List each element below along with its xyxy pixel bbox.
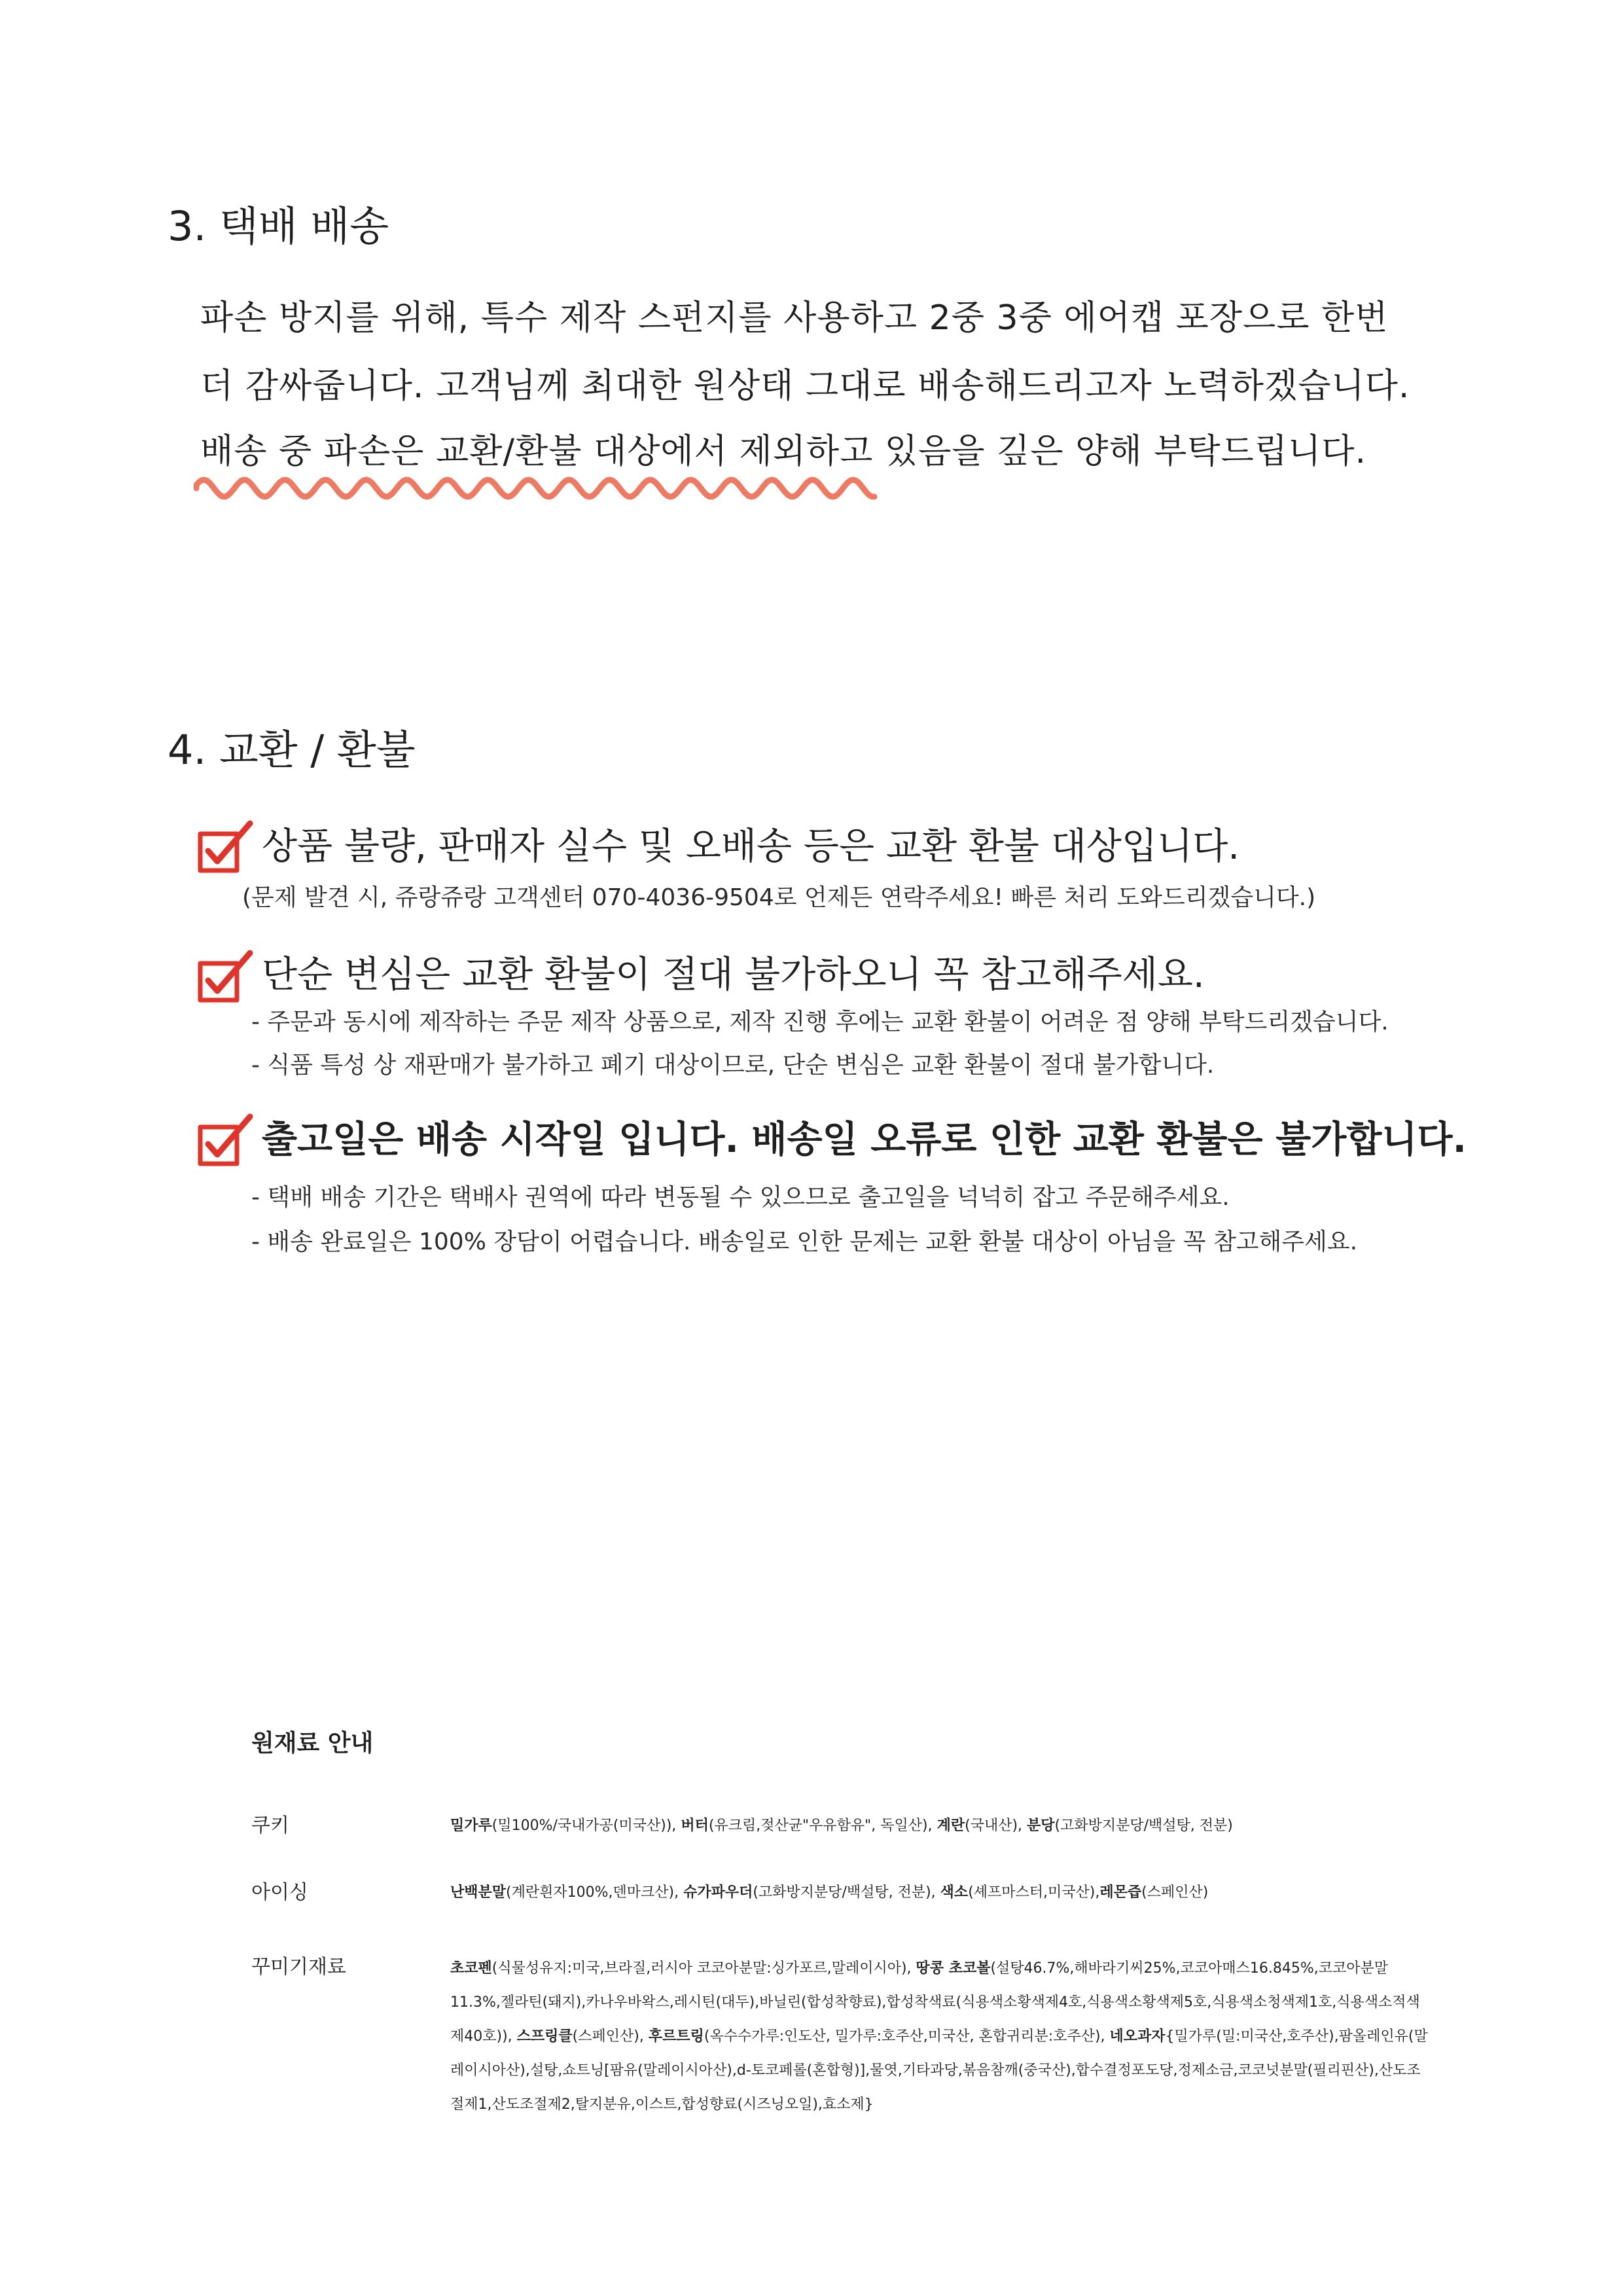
refund-policy-item: 출고일은 배송 시작일 입니다. 배송일 오류로 인한 교환 환불은 불가합니다. [262,1119,1467,1161]
ingredient-detail: {밀가루(밀:미국산,호주산),팜올레인유(말레이시아산),설탕,쇼트닝[팜유(말레이시아산),d-토코페롤(혼합형)],물엿,기타과당,볶음참깨(중국산),합수결정포도당,정제소금,코코넛분말(필리핀산),산도조절제1,산도조절제2,탈지분유,이스트,합성향료(시즈닝오일),효소제} [450,2028,1428,2113]
ingredient-row-label: 꾸미기재료 [251,1956,346,1979]
refund-policy-item: 단순 변심은 교환 환불이 절대 불가하오니 꼭 참고해주세요. [262,954,1205,996]
refund-policy-item: 상품 불량, 판매자 실수 및 오배송 등은 교환 환불 대상입니다. [262,825,1240,868]
ingredient-name: 초코펜 [450,1960,492,1977]
checkbox-checked-icon [196,1113,257,1168]
section-4-title: 4. 교환 / 환불 [168,726,416,774]
ingredient-detail: (스페인산), [572,2028,649,2045]
ingredient-name: 색소 [940,1884,969,1901]
ingredient-row-label: 아이싱 [251,1881,308,1904]
refund-policy-note: - 택배 배송 기간은 택배사 권역에 따라 변동될 수 있으므로 출고일을 넉넉히 잡고 주문해주세요. [251,1184,1230,1211]
section-3-title: 3. 택배 배송 [168,202,389,250]
wavy-underline-decoration [194,470,880,507]
refund-policy-note: (문제 발견 시, 쥬랑쥬랑 고객센터 070-4036-9504로 언제든 연락주세요! 빠른 처리 도와드리겠습니다.) [242,884,1316,911]
ingredient-name: 레몬즙 [1099,1884,1142,1901]
ingredient-detail: (식물성유지:미국,브라질,러시아 코코아분말:싱가포르,말레이시아), [491,1960,916,1977]
ingredient-detail: (밀100%/국내가공(미국산)), [491,1818,681,1834]
ingredient-detail: (옥수수가루:인도산, 밀가루:호주산,미국산, 혼합귀리분:호주산), [704,2028,1110,2045]
ingredient-name: 분당 [1027,1818,1055,1834]
ingredient-detail: (고화방지분당/백설탕, 전분) [1054,1818,1233,1834]
checkbox-checked-icon [196,949,257,1004]
ingredient-detail: (설탕46.7%,해바라기씨25%,코코아매스16.845%,코코아분말11.3%,젤라틴(돼지),카나우바왁스,레시틴(대두),바닐린(합성착향료),합성착색료(식용색소황색제4호,식용색소황색제5호,식용색소청색제1호,식용색소적색제40호)), [450,1960,1420,2045]
ingredient-name: 땅콩 초코볼 [916,1960,991,1977]
ingredient-name: 난백분말 [450,1884,507,1901]
ingredient-row-value [450,1809,1432,1843]
ingredient-detail: (셰프마스터,미국산), [968,1884,1100,1901]
checkbox-checked-icon [196,819,257,874]
ingredient-row-label: 쿠키 [251,1814,289,1837]
ingredient-detail: (고화방지분당/백설탕, 전분), [753,1884,940,1901]
ingredient-detail: (스페인산) [1141,1884,1209,1901]
refund-policy-note: - 주문과 동시에 제작하는 주문 제작 상품으로, 제작 진행 후에는 교환 환불이 어려운 점 양해 부탁드리겠습니다. [251,1009,1389,1035]
ingredient-name: 밀가루 [450,1818,492,1834]
refund-policy-note: - 식품 특성 상 재판매가 불가하고 폐기 대상이므로, 단순 변심은 교환 환불이 절대 불가합니다. [251,1052,1215,1079]
ingredient-detail: (국내산), [965,1818,1027,1834]
ingredient-detail: (계란흰자100%,덴마크산), [506,1884,684,1901]
ingredient-name: 버터 [681,1818,709,1834]
ingredients-title: 원재료 안내 [251,1730,374,1757]
refund-policy-note: - 배송 완료일은 100% 장담이 어렵습니다. 배송일로 인한 문제는 교환 환불 대상이 아님을 꼭 참고해주세요. [251,1229,1358,1255]
shipping-paragraph-line: 파손 방지를 위해, 특수 제작 스펀지를 사용하고 2중 3중 에어캡 포장으로 한번 [200,298,1389,338]
ingredient-name: 스프링클 [516,2028,573,2045]
ingredient-row-value [450,1952,1432,2122]
ingredient-detail: (유크림,젖산균"우유함유", 독일산), [708,1818,937,1834]
ingredient-name: 슈가파우더 [683,1884,753,1901]
ingredient-name: 후르트링 [648,2028,704,2045]
ingredient-name: 네오과자 [1109,2028,1166,2045]
shipping-paragraph-line: 배송 중 파손은 교환/환불 대상에서 제외하고 있음을 깊은 양해 부탁드립니다. [200,432,1367,471]
ingredient-row-value [450,1876,1432,1910]
ingredient-name: 계란 [936,1818,965,1834]
shipping-paragraph-line: 더 감싸줍니다. 고객님께 최대한 원상태 그대로 배송해드리고자 노력하겠습니다. [200,367,1410,406]
